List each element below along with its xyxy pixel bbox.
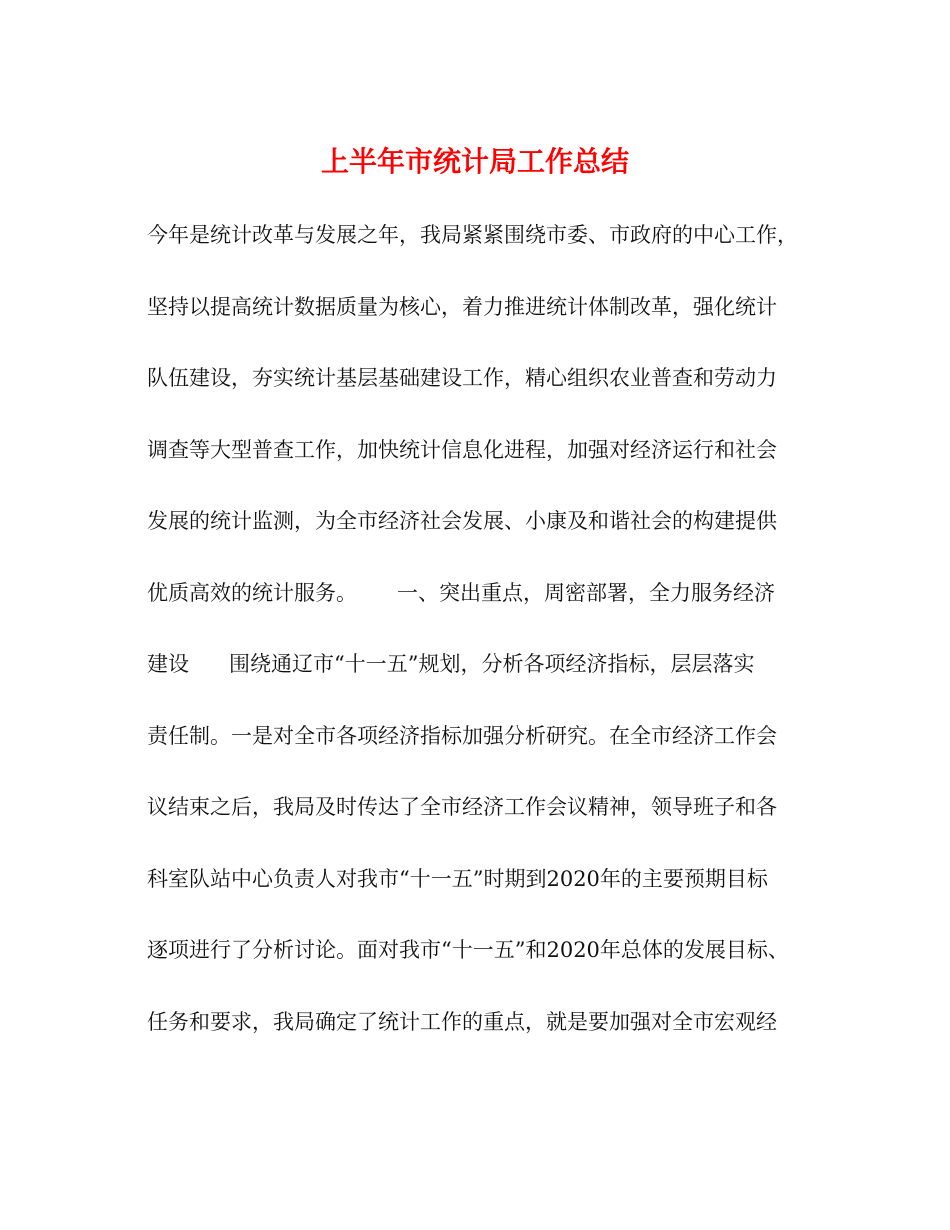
document-body: [147, 222, 867, 1080]
body-line: 责任制。一是对全市各项经济指标加强分析研究。在全市经济工作会: [147, 723, 777, 748]
body-line: 调查等大型普查工作，加快统计信息化进程，加强对经济运行和社会: [147, 437, 777, 462]
body-line: 队伍建设，夯实统计基层基础建设工作，精心组织农业普查和劳动力: [147, 366, 777, 390]
body-line: 优质高效的统计服务。 一、突出重点，周密部署，全力服务经济: [147, 580, 776, 605]
body-line: 今年是统计改革与发展之年，我局紧紧围绕市委、市政府的中心工作，: [147, 223, 798, 247]
body-line: 建设 围绕通辽市“十一五”规划，分析各项经济指标，层层落实: [147, 652, 755, 676]
body-line: 科室队站中心负责人对我市“十一五”时期到2020年的主要预期目标: [147, 866, 768, 891]
document-title: 上半年市统计局工作总结: [320, 145, 629, 178]
body-line: 发展的统计监测，为全市经济社会发展、小康及和谐社会的构建提供: [147, 509, 777, 533]
body-line: 任务和要求，我局确定了统计工作的重点，就是要加强对全市宏观经: [147, 1009, 777, 1034]
body-line: 坚持以提高统计数据质量为核心，着力推进统计体制改革，强化统计: [147, 294, 777, 319]
body-line: 逐项进行了分析讨论。面对我市“十一五”和2020年总体的发展目标、: [147, 938, 789, 962]
body-line: 议结束之后，我局及时传达了全市经济工作会议精神，领导班子和各: [147, 795, 777, 819]
